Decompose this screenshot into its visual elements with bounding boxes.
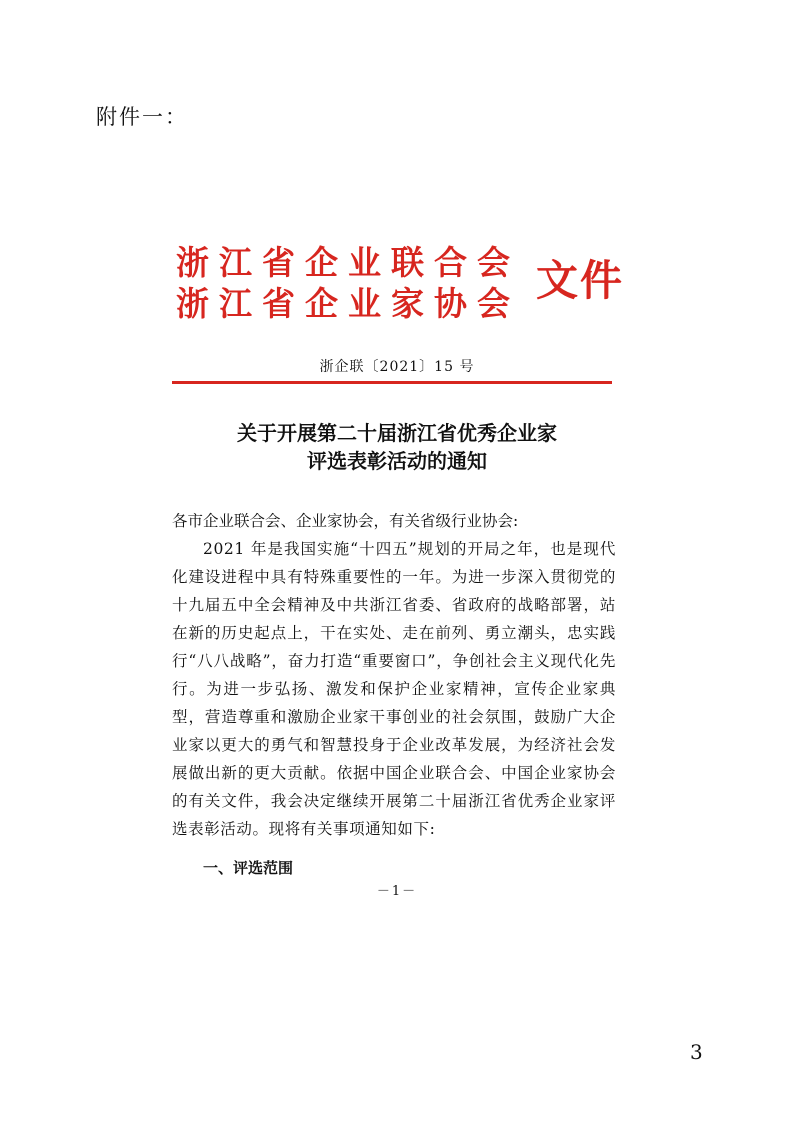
document-type: 文件 (536, 256, 625, 305)
red-separator-line (172, 381, 612, 384)
sheet-number: 3 (690, 1040, 703, 1064)
salutation: 各市企业联合会、企业家协会，有关省级行业协会: (172, 512, 519, 530)
section-heading-scope: 一、评选范围 (203, 859, 294, 877)
issuer-line-1: 浙江省企业联合会 (176, 243, 520, 282)
attachment-label: 附件一： (96, 105, 188, 129)
document-number: 浙企联〔2021〕15 号 (319, 359, 475, 375)
notice-title-line-1: 关于开展第二十届浙江省优秀企业家 (237, 421, 557, 445)
issuer-line-2: 浙江省企业家协会 (176, 284, 520, 323)
body-paragraph: 2021 年是我国实施“十四五”规划的开局之年，也是现代化建设进程中具有特殊重要性的一年。为进一步深入贯彻党的十九届五中全会精神及中共浙江省委、省政府的战略部署，站在新的历史起点上，干在实处、走在前列、勇立潮头，忠实践行“八八战略”，奋力打造“重要窗口”，争创社会主义现代化先行。为进一步弘扬、激发和保护企业家精神，宣传企业家典型，营造尊重和激励企业家干事创业的社会氛围，鼓励广大企业家以更大的勇气和智慧投身于企业改革发展，为经济社会发展做出新的更大贡献。依据中国企业联合会、中国企业家协会的有关文件，我会决定继续开展第二十届浙江省优秀企业家评选表彰活动。现将有关事项通知如下: (172, 540, 616, 838)
notice-title-line-2: 评选表彰活动的通知 (307, 449, 487, 473)
page-number-marker: －1－ (376, 884, 418, 899)
